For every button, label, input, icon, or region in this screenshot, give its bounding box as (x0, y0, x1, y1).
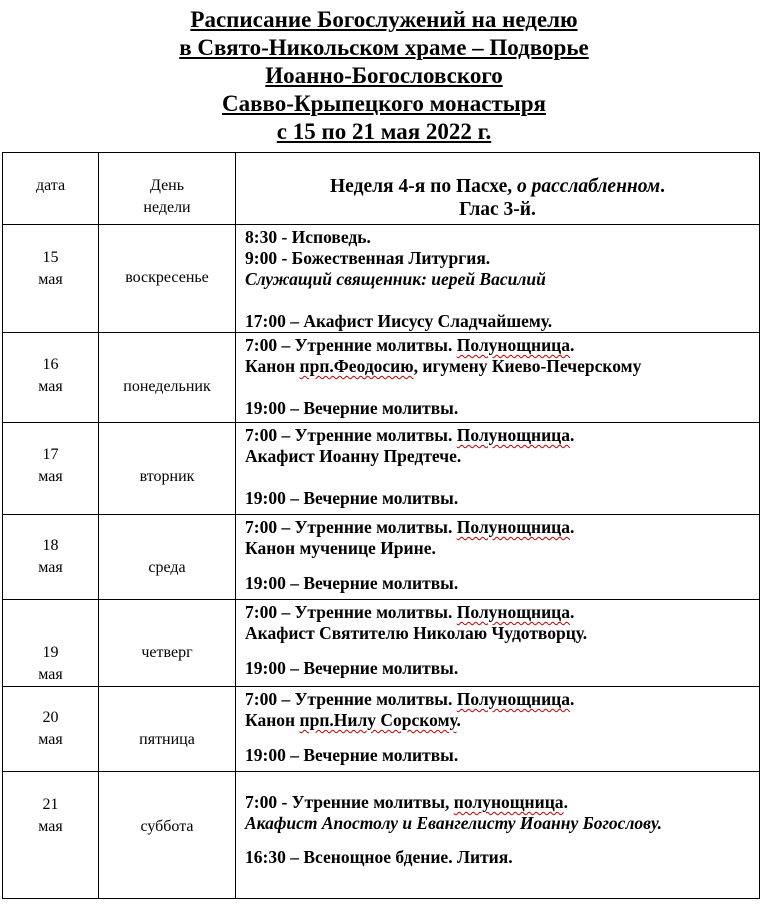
title-line-4: Савво-Крыпецкого монастыря (222, 91, 546, 116)
date-month: мая (38, 666, 63, 683)
services-cell (236, 772, 760, 899)
prayer-line: Акафист Святителю Николаю Чудотворцу. (245, 623, 588, 643)
weekday: четверг (141, 644, 193, 661)
services (236, 687, 759, 766)
morning-line: 7:00 – Утренние молитвы. Полунощница. (245, 335, 575, 355)
header-tone: Глас 3-й. (459, 199, 536, 220)
date-day: 17 (42, 446, 59, 463)
prayer-line: Канон прп.Нилу Сорскому. (245, 710, 461, 730)
date-month: мая (38, 378, 63, 395)
date-month: мая (38, 559, 63, 576)
evening-line: 19:00 – Вечерние молитвы. (245, 658, 459, 678)
date-day: 16 (42, 356, 59, 373)
confession-line: 8:30 - Исповедь. (245, 227, 371, 247)
date-month: мая (38, 818, 63, 835)
weekday-cell (99, 687, 236, 772)
date-day: 20 (42, 709, 59, 726)
evening-line: 19:00 – Вечерние молитвы. (245, 573, 459, 593)
evening-line: 19:00 – Вечерние молитвы. (245, 488, 459, 508)
weekday-cell (99, 515, 236, 600)
prayer-line: Акафист Иоанну Предтече. (245, 446, 462, 466)
table-row (3, 600, 760, 687)
services-cell (236, 333, 760, 423)
weekday: пятница (139, 731, 195, 748)
header-day-label-1: День (149, 177, 185, 194)
weekday-cell (99, 772, 236, 899)
header-feast-cell (236, 153, 760, 225)
feast-dot: . (660, 176, 665, 197)
date-day: 19 (42, 644, 59, 661)
evening-line: 19:00 – Вечерние молитвы. (245, 745, 459, 765)
liturgy-line: 9:00 - Божественная Литургия. (245, 248, 491, 268)
evening-line: 19:00 – Вечерние молитвы. (245, 398, 459, 418)
date-cell (3, 225, 99, 333)
header-date-label: дата (35, 177, 66, 194)
weekday-cell (99, 225, 236, 333)
evening-line: 17:00 – Акафист Иисусу Сладчайшему. (245, 311, 553, 331)
date-cell (3, 687, 99, 772)
header-date-cell (3, 153, 99, 225)
title-line-2: в Свято-Никольском храме – Подворье (179, 35, 589, 60)
header-day-cell (99, 153, 236, 225)
date-month: мая (38, 468, 63, 485)
header-day-label-2: недели (143, 199, 191, 216)
weekday: суббота (140, 818, 194, 835)
weekday: воскресенье (125, 269, 209, 286)
title-line-1: Расписание Богослужений на неделю (190, 7, 578, 32)
services (236, 423, 759, 509)
services-cell (236, 515, 760, 600)
schedule-table (2, 152, 760, 899)
date-cell (3, 333, 99, 423)
weekday-cell (99, 423, 236, 515)
weekday: вторник (139, 468, 195, 485)
table-row (3, 225, 760, 333)
document-title (0, 6, 768, 146)
services-cell (236, 225, 760, 333)
feast-prefix: Неделя 4-я по Пасхе, (330, 176, 517, 197)
title-line-5: с 15 по 21 мая 2022 г. (276, 119, 492, 144)
prayer-line: Акафист Апостолу и Евангелисту Иоанну Богослову. (245, 813, 663, 833)
table-row (3, 687, 760, 772)
services (236, 333, 759, 419)
services (236, 515, 759, 594)
date-cell (3, 600, 99, 687)
date-month: мая (38, 731, 63, 748)
date-day: 21 (42, 796, 59, 813)
table-row (3, 333, 760, 423)
evening-line: 16:30 – Всенощное бдение. Лития. (245, 847, 513, 867)
morning-line: 7:00 – Утренние молитвы. Полунощница. (245, 602, 575, 622)
services (236, 772, 759, 868)
weekday-cell (99, 600, 236, 687)
date-month: мая (38, 271, 63, 288)
table-row (3, 423, 760, 515)
morning-line: 7:00 - Утренние молитвы, полунощница. (245, 792, 568, 812)
morning-line: 7:00 – Утренние молитвы. Полунощница. (245, 689, 575, 709)
date-day: 18 (42, 537, 59, 554)
table-row (3, 515, 760, 600)
morning-line: 7:00 – Утренние молитвы. Полунощница. (245, 425, 575, 445)
weekday: понедельник (123, 378, 211, 395)
table-row (3, 772, 760, 899)
services-cell (236, 687, 760, 772)
date-cell (3, 423, 99, 515)
prayer-line: Канон прп.Феодосию, игумену Киево-Печерскому (245, 356, 642, 376)
title-line-3: Иоанно-Богословского (265, 63, 503, 88)
weekday: среда (148, 559, 186, 576)
services (236, 600, 759, 679)
services (236, 225, 759, 332)
weekday-cell (99, 333, 236, 423)
morning-line: 7:00 – Утренние молитвы. Полунощница. (245, 517, 575, 537)
priest-line: Служащий священник: иерей Василий (245, 269, 546, 289)
date-cell (3, 515, 99, 600)
services-cell (236, 423, 760, 515)
prayer-line: Канон мученице Ирине. (245, 538, 436, 558)
header-feast (236, 153, 759, 198)
date-day: 15 (42, 249, 59, 266)
services-cell (236, 600, 760, 687)
table-header-row (3, 153, 760, 225)
date-cell (3, 772, 99, 899)
feast-italic: о расслабленном (516, 176, 661, 197)
